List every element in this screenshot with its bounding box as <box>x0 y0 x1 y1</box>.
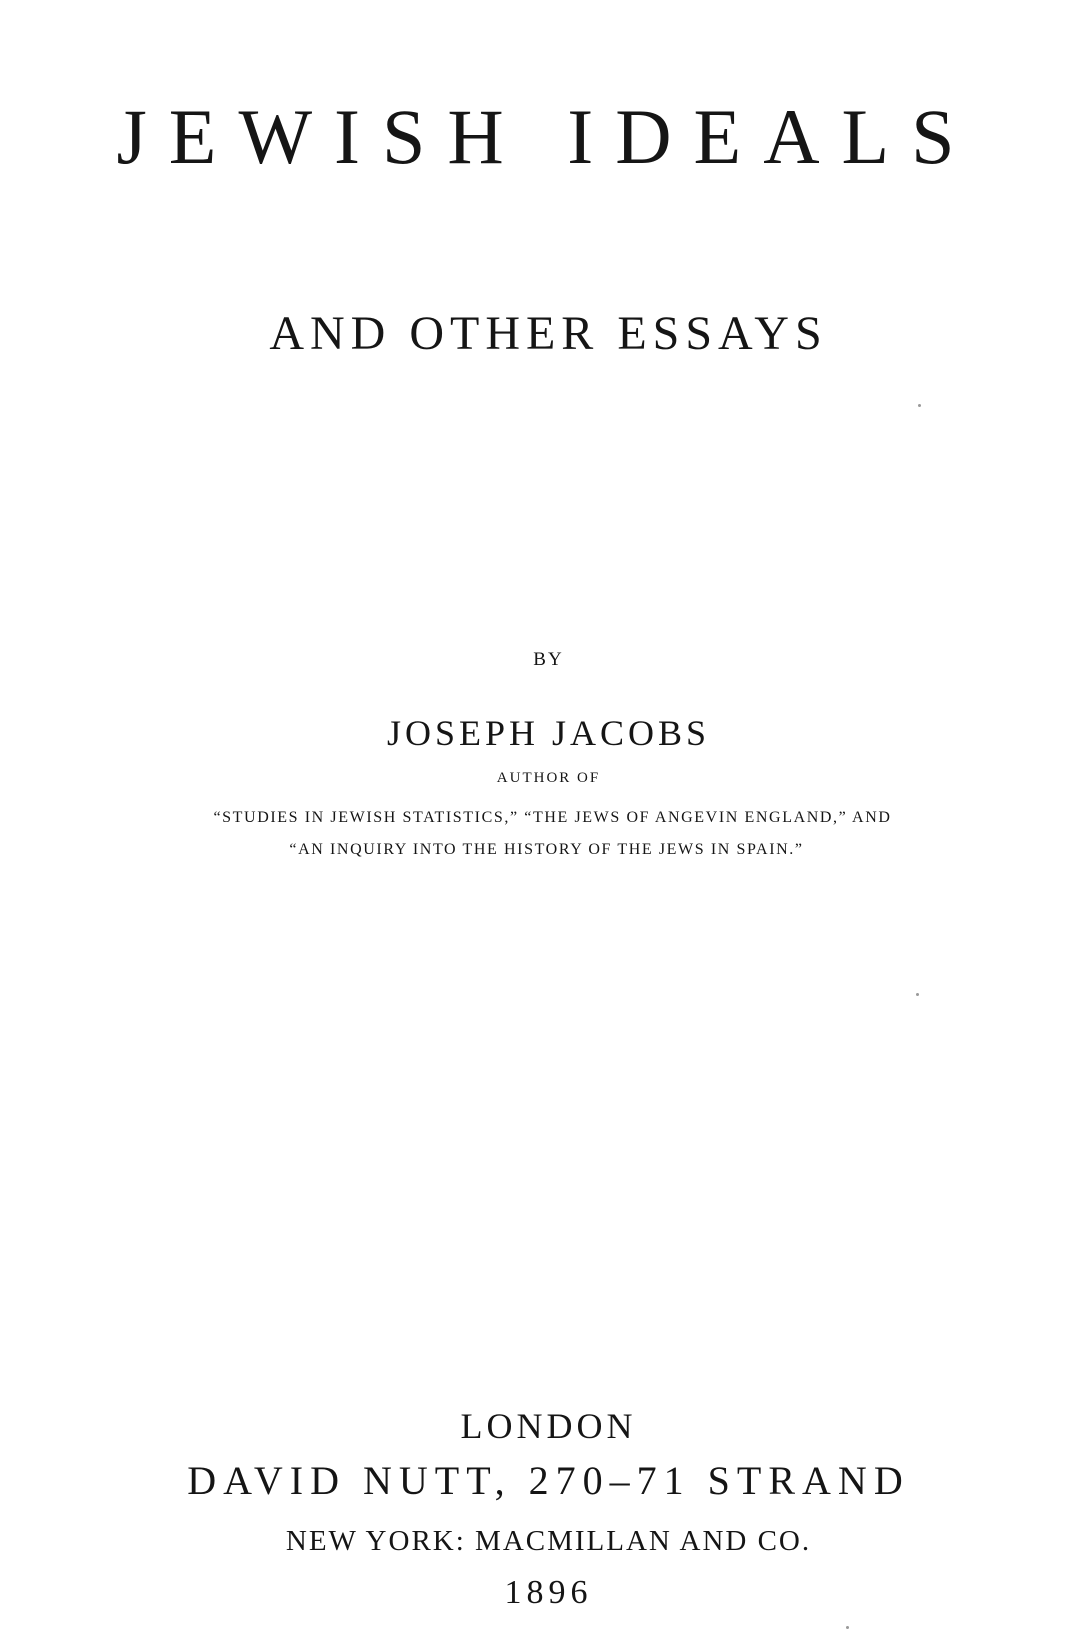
book-subtitle: AND OTHER ESSAYS <box>269 307 828 360</box>
by-label: BY <box>533 649 564 670</box>
previous-works-line-1: “STUDIES IN JEWISH STATISTICS,” “THE JEWS OF ANGEVIN ENGLAND,” AND <box>213 809 892 826</box>
imprint-publisher: DAVID NUTT, 270–71 STRAND <box>187 1458 910 1503</box>
imprint-city: LONDON <box>460 1406 637 1446</box>
paper-speck <box>846 1626 849 1629</box>
book-title: JEWISH IDEALS <box>116 93 977 180</box>
author-name: JOSEPH JACOBS <box>386 713 711 753</box>
author-of-label: AUTHOR OF <box>496 770 601 786</box>
paper-speck <box>916 993 919 996</box>
previous-works-line-2: “AN INQUIRY INTO THE HISTORY OF THE JEWS IN SPAIN.” <box>289 841 804 858</box>
paper-speck <box>918 404 921 407</box>
imprint-copublisher: NEW YORK: MACMILLAN AND CO. <box>285 1525 812 1557</box>
publication-year: 1896 <box>504 1574 593 1611</box>
